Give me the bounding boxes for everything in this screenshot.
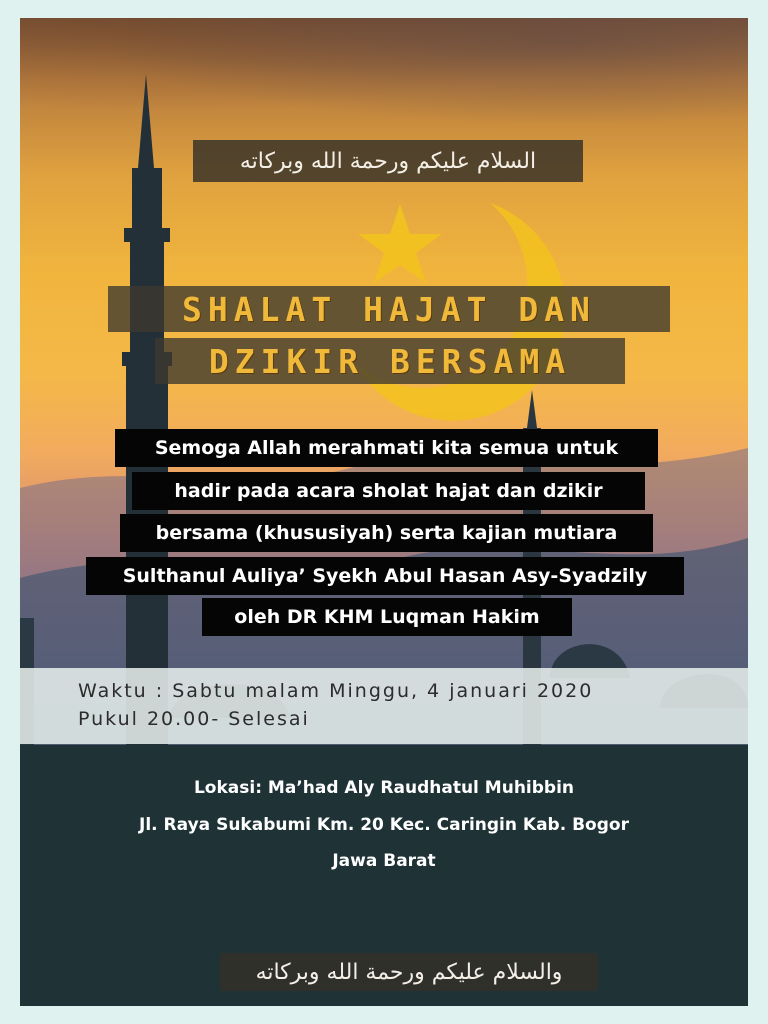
poster	[20, 18, 748, 1006]
message-line: Sulthanul Auliya’ Syekh Abul Hasan Asy-Syadzily	[86, 557, 684, 595]
schedule-time: Waktu : Sabtu malam Minggu, 4 januari 2020	[78, 680, 594, 702]
location-region: Jawa Barat	[332, 851, 436, 871]
title-line-2: DZIKIR BERSAMA	[155, 338, 625, 384]
message-line: oleh DR KHM Luqman Hakim	[202, 598, 572, 636]
location-name: Lokasi: Ma’had Aly Raudhatul Muhibbin	[193, 778, 575, 798]
title-line-1: SHALAT HAJAT DAN	[108, 286, 670, 332]
schedule-hour: Pukul 20.00- Selesai	[78, 708, 310, 730]
greeting-bottom: والسلام عليكم ورحمة الله وبركاته	[220, 953, 598, 991]
message-line: Semoga Allah merahmati kita semua untuk	[115, 429, 658, 467]
message-line: hadir pada acara sholat hajat dan dzikir	[132, 472, 645, 510]
location-address: Jl. Raya Sukabumi Km. 20 Kec. Caringin Kab. Bogor	[139, 815, 629, 835]
greeting-top: السلام عليكم ورحمة الله وبركاته	[193, 140, 583, 182]
message-line: bersama (khususiyah) serta kajian mutiara	[120, 514, 653, 552]
